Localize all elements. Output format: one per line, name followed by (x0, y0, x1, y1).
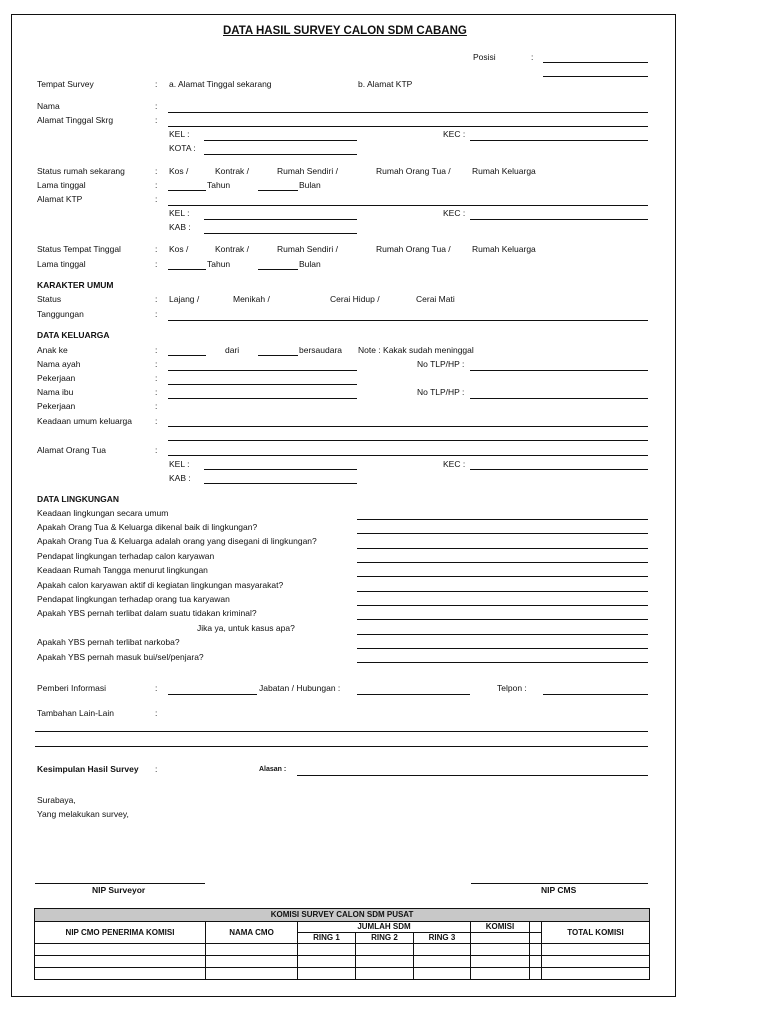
alamat-ortu-kel-label: KEL : (169, 459, 190, 469)
lingkungan-answer-1[interactable] (357, 519, 648, 520)
table-cell[interactable] (471, 968, 530, 980)
lingkungan-question-10: Apakah YBS pernah terlibat narkoba? (37, 637, 180, 647)
lingkungan-question-3: Apakah Orang Tua & Keluarga adalah orang yang disegani di lingkungan? (37, 536, 317, 546)
tempat-survey-option-a[interactable]: a. Alamat Tinggal sekarang (169, 79, 272, 89)
lingkungan-answer-8[interactable] (357, 619, 648, 620)
lingkungan-question-2: Apakah Orang Tua & Keluarga dikenal baik di lingkungan? (37, 522, 258, 532)
col-ring-1: RING 1 (298, 933, 356, 944)
col-komisi-sub-1 (471, 933, 530, 944)
keadaan-umum-field[interactable] (168, 426, 648, 427)
table-cell[interactable] (542, 944, 650, 956)
lingkungan-answer-3[interactable] (357, 548, 648, 549)
col-komisi-sub-2 (530, 933, 542, 944)
alamat-ktp-kec-field[interactable] (470, 219, 648, 220)
lama-tinggal-2-bulan-label: Bulan (299, 259, 321, 269)
keluarga-note: Note : Kakak sudah meninggal (358, 345, 474, 355)
status-rumah-option-orangtua[interactable]: Rumah Orang Tua / (376, 166, 451, 176)
lama-tinggal-tahun-field[interactable] (168, 190, 206, 191)
lingkungan-heading: DATA LINGKUNGAN (37, 494, 119, 504)
lingkungan-question-9: Jika ya, untuk kasus apa? (197, 623, 295, 633)
lama-tinggal-2-tahun-field[interactable] (168, 269, 206, 270)
status-tempat-option-kontrak[interactable]: Kontrak / (215, 244, 250, 254)
table-cell[interactable] (35, 944, 206, 956)
table-cell[interactable] (206, 956, 298, 968)
jabatan-field[interactable] (357, 694, 470, 695)
ayah-tlp-field[interactable] (470, 370, 648, 371)
tempat-survey-option-b[interactable]: b. Alamat KTP (358, 79, 413, 89)
table-cell[interactable] (356, 956, 414, 968)
alamat-skrg-kec-label: KEC : (443, 129, 466, 139)
table-cell[interactable] (530, 944, 542, 956)
table-cell[interactable] (471, 956, 530, 968)
keadaan-umum-label: Keadaan umum keluarga (37, 416, 132, 426)
tempat-survey-label: Tempat Survey (37, 79, 94, 89)
ibu-tlp-label: No TLP/HP : (417, 387, 465, 397)
lama-tinggal-bulan-label: Bulan (299, 180, 321, 190)
table-cell[interactable] (414, 956, 471, 968)
karakter-heading: KARAKTER UMUM (37, 280, 114, 290)
table-cell[interactable] (298, 956, 356, 968)
lingkungan-answer-10[interactable] (357, 648, 648, 649)
form-page-border (11, 14, 676, 997)
status-tempat-label: Status Tempat Tinggal (37, 244, 121, 254)
alamat-skrg-field[interactable] (168, 126, 648, 127)
table-cell[interactable] (542, 968, 650, 980)
nama-ayah-label: Nama ayah (37, 359, 81, 369)
alamat-ktp-colon: : (155, 194, 158, 204)
table-cell[interactable] (298, 944, 356, 956)
tambahan-colon: : (155, 708, 158, 718)
anak-ke-field[interactable] (168, 355, 206, 356)
alamat-ortu-kel-field[interactable] (204, 469, 357, 470)
lingkungan-question-8: Apakah YBS pernah terlibat dalam suatu tidakan kriminal? (37, 608, 257, 618)
alamat-skrg-kel-label: KEL : (169, 129, 190, 139)
nama-ibu-label: Nama ibu (37, 387, 74, 397)
nama-ibu-field[interactable] (168, 398, 357, 399)
lama-tinggal-colon: : (155, 180, 158, 190)
tanggungan-label: Tanggungan (37, 309, 84, 319)
lingkungan-question-5: Keadaan Rumah Tangga menurut lingkungan (37, 565, 208, 575)
table-cell[interactable] (206, 944, 298, 956)
surveyor-signature-line[interactable] (35, 883, 205, 884)
status-rumah-option-kos[interactable]: Kos / (169, 166, 189, 176)
alamat-ortu-label: Alamat Orang Tua (37, 445, 106, 455)
status-tempat-option-kos[interactable]: Kos / (169, 244, 189, 254)
alamat-ortu-field[interactable] (168, 455, 648, 456)
pekerjaan-ayah-colon: : (155, 373, 158, 383)
status-tempat-colon: : (155, 244, 158, 254)
alamat-ktp-kab-label: KAB : (169, 222, 191, 232)
alamat-ktp-kel-field[interactable] (204, 219, 357, 220)
pekerjaan-ibu-colon: : (155, 401, 158, 411)
tambahan-label: Tambahan Lain-Lain (37, 708, 115, 718)
status-option-cerai-mati[interactable]: Cerai Mati (416, 294, 455, 304)
alamat-ktp-field[interactable] (168, 205, 648, 206)
table-cell[interactable] (530, 968, 542, 980)
table-cell[interactable] (530, 956, 542, 968)
alamat-ortu-kab-label: KAB : (169, 473, 191, 483)
posisi-label: Posisi (473, 52, 496, 62)
alamat-skrg-label: Alamat Tinggal Skrg (37, 115, 114, 125)
table-row (35, 968, 650, 980)
lama-tinggal-label: Lama tinggal (37, 180, 86, 190)
status-nikah-label: Status (37, 294, 62, 304)
komisi-table (34, 908, 650, 980)
col-ring-2: RING 2 (356, 933, 414, 944)
alamat-ktp-kec-label: KEC : (443, 208, 466, 218)
posisi-field-2[interactable] (543, 76, 648, 77)
table-cell[interactable] (356, 968, 414, 980)
alamat-ktp-kel-label: KEL : (169, 208, 190, 218)
bersaudara-label: bersaudara (299, 345, 343, 355)
pekerjaan-ibu-label: Pekerjaan (37, 401, 76, 411)
nama-field[interactable] (168, 112, 648, 113)
col-nama-cmo: NAMA CMO (206, 922, 298, 944)
posisi-field[interactable] (543, 62, 648, 63)
table-cell[interactable] (35, 968, 206, 980)
lama-tinggal-tahun-label: Tahun (207, 180, 231, 190)
lingkungan-answer-2[interactable] (357, 533, 648, 534)
nama-ayah-colon: : (155, 359, 158, 369)
table-cell[interactable] (206, 968, 298, 980)
pemberi-info-colon: : (155, 683, 158, 693)
alamat-skrg-colon: : (155, 115, 158, 125)
col-nip-cmo: NIP CMO PENERIMA KOMISI (35, 922, 206, 944)
alamat-ortu-colon: : (155, 445, 158, 455)
jabatan-label: Jabatan / Hubungan : (259, 683, 341, 693)
alasan-field[interactable] (297, 775, 648, 776)
lingkungan-answer-5[interactable] (357, 576, 648, 577)
alamat-skrg-kel-field[interactable] (204, 140, 357, 141)
table-cell[interactable] (414, 968, 471, 980)
lama-tinggal-bulan-field[interactable] (258, 190, 298, 191)
tambahan-field-2[interactable] (35, 746, 648, 747)
telpon-label: Telpon : (497, 683, 527, 693)
komisi-table-title: KOMISI SURVEY CALON SDM PUSAT (35, 909, 650, 922)
status-option-lajang[interactable]: Lajang / (169, 294, 200, 304)
lingkungan-question-4: Pendapat lingkungan terhadap calon karyawan (37, 551, 215, 561)
pemberi-info-label: Pemberi Informasi (37, 683, 106, 693)
table-row (35, 956, 650, 968)
lama-tinggal-2-label: Lama tinggal (37, 259, 86, 269)
status-rumah-option-keluarga[interactable]: Rumah Keluarga (472, 166, 536, 176)
alamat-ortu-kec-label: KEC : (443, 459, 466, 469)
keluarga-heading: DATA KELUARGA (37, 330, 110, 340)
status-tempat-option-keluarga[interactable]: Rumah Keluarga (472, 244, 536, 254)
lingkungan-question-11: Apakah YBS pernah masuk bui/sel/penjara? (37, 652, 204, 662)
tambahan-field-1[interactable] (35, 731, 648, 732)
lama-tinggal-2-bulan-field[interactable] (258, 269, 298, 270)
alamat-ktp-kab-field[interactable] (204, 233, 357, 234)
table-cell[interactable] (542, 956, 650, 968)
form-title: DATA HASIL SURVEY CALON SDM CABANG (223, 25, 467, 37)
nama-label: Nama (37, 101, 60, 111)
keadaan-umum-field-2[interactable] (168, 440, 648, 441)
nama-colon: : (155, 101, 158, 111)
table-cell[interactable] (414, 944, 471, 956)
alamat-ortu-kab-field[interactable] (204, 483, 357, 484)
nama-ayah-field[interactable] (168, 370, 357, 371)
kesimpulan-colon: : (155, 764, 158, 774)
lingkungan-answer-7[interactable] (357, 605, 648, 606)
col-jumlah-sdm: JUMLAH SDM (298, 922, 471, 933)
jumlah-saudara-field[interactable] (258, 355, 298, 356)
keadaan-umum-colon: : (155, 416, 158, 426)
tempat-survey-colon: : (155, 79, 158, 89)
status-rumah-colon: : (155, 166, 158, 176)
pekerjaan-ayah-label: Pekerjaan (37, 373, 76, 383)
status-tempat-option-orangtua[interactable]: Rumah Orang Tua / (376, 244, 451, 254)
status-tempat-option-sendiri[interactable]: Rumah Sendiri / (277, 244, 338, 254)
table-cell[interactable] (356, 944, 414, 956)
alamat-skrg-kec-field[interactable] (470, 140, 648, 141)
lama-tinggal-2-tahun-label: Tahun (207, 259, 231, 269)
kesimpulan-label: Kesimpulan Hasil Survey (37, 764, 139, 774)
ayah-tlp-label: No TLP/HP : (417, 359, 465, 369)
pekerjaan-ayah-field[interactable] (168, 384, 357, 385)
status-rumah-option-sendiri[interactable]: Rumah Sendiri / (277, 166, 338, 176)
table-cell[interactable] (471, 944, 530, 956)
status-rumah-option-kontrak[interactable]: Kontrak / (215, 166, 250, 176)
dari-label: dari (225, 345, 240, 355)
status-nikah-colon: : (155, 294, 158, 304)
lingkungan-answer-4[interactable] (357, 562, 648, 563)
lingkungan-question-1: Keadaan lingkungan secara umum (37, 508, 169, 518)
lingkungan-question-6: Apakah calon karyawan aktif di kegiatan lingkungan masyarakat? (37, 580, 284, 590)
posisi-colon: : (531, 52, 534, 62)
closing-by: Yang melakukan survey, (37, 809, 129, 819)
status-option-cerai-hidup[interactable]: Cerai Hidup / (330, 294, 380, 304)
col-komisi: KOMISI (471, 922, 530, 933)
closing-city: Surabaya, (37, 795, 76, 805)
lingkungan-answer-11[interactable] (357, 662, 648, 663)
col-ring-3: RING 3 (414, 933, 471, 944)
table-row (35, 944, 650, 956)
telpon-field[interactable] (543, 694, 648, 695)
alasan-label: Alasan : (259, 766, 287, 773)
alamat-ortu-kec-field[interactable] (470, 469, 648, 470)
pemberi-info-field[interactable] (168, 694, 257, 695)
table-cell[interactable] (298, 968, 356, 980)
nama-ibu-colon: : (155, 387, 158, 397)
lingkungan-answer-6[interactable] (357, 591, 648, 592)
status-rumah-label: Status rumah sekarang (37, 166, 125, 176)
ibu-tlp-field[interactable] (470, 398, 648, 399)
nip-surveyor-label: NIP Surveyor (92, 885, 146, 895)
tanggungan-colon: : (155, 309, 158, 319)
anak-ke-label: Anak ke (37, 345, 68, 355)
cms-signature-line[interactable] (471, 883, 648, 884)
alamat-skrg-kota-field[interactable] (204, 154, 357, 155)
table-cell[interactable] (35, 956, 206, 968)
status-option-menikah[interactable]: Menikah / (233, 294, 270, 304)
alamat-ktp-label: Alamat KTP (37, 194, 83, 204)
alamat-skrg-kota-label: KOTA : (169, 143, 196, 153)
col-komisi-extra (530, 922, 542, 933)
lingkungan-answer-9[interactable] (357, 634, 648, 635)
lingkungan-question-7: Pendapat lingkungan terhadap orang tua karyawan (37, 594, 230, 604)
tanggungan-field[interactable] (168, 320, 648, 321)
col-total-komisi: TOTAL KOMISI (542, 922, 650, 944)
nip-cms-label: NIP CMS (541, 885, 577, 895)
lama-tinggal-2-colon: : (155, 259, 158, 269)
anak-ke-colon: : (155, 345, 158, 355)
